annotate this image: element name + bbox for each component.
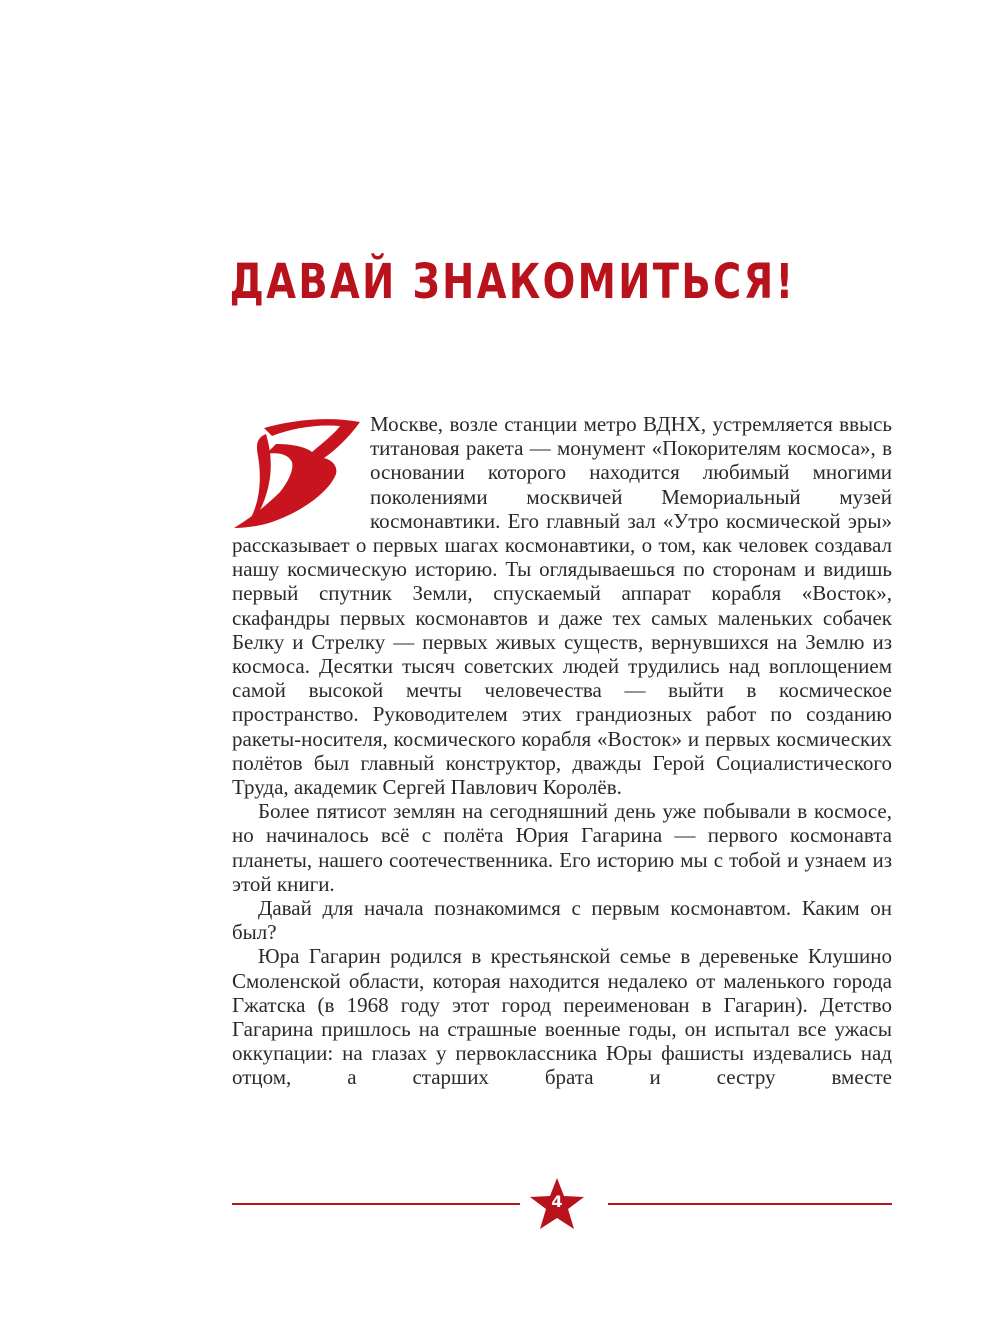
article-body — [232, 412, 892, 1090]
page-title: ДАВАЙ ЗНАКОМИТЬСЯ! — [229, 254, 796, 311]
paragraph-1: Москве, возле станции метро ВДНХ, устремляется ввысь титановая ракета — монумент «Покорителям космоса», в основании которого находится любимый многими поколениями москвичей Мемориальный музей космонавтики. Его главный зал «Утро космической эры» рассказывает о первых шагах космонавтики, о том, как человек создавал нашу космическую историю. Ты оглядываешься по сторонам и видишь первый спутник Земли, спускаемый аппарат корабля «Восток», скафандры первых космонавтов и даже тех самых маленьких собачек Белку и Стрелку — первых живых существ, вернувшихся на Землю из космоса. Десятки тысяч советских людей трудились над воплощением самой высокой мечты человечества — выйти в космическое пространство. Руководителем этих грандиозных работ по созданию ракеты-носителя, космического корабля «Восток» и первых космических полётов был главный конструктор, дважды Герой Социалистического Труда, академик Сергей Павлович Королёв. — [232, 412, 892, 800]
paragraph-4: Юра Гагарин родился в крестьянской семье в деревеньке Клушино Смоленской области, которая находится недалеко от маленького города Гжатска (в 1968 году этот город переименован в Гагарин). Детство Гагарина пришлось на страшные военные годы, он испытал все ужасы оккупации: на глазах у первоклассника Юры фашисты издевались над отцом, а старших брата и сестру вместе — [232, 944, 892, 1090]
footer-rule-right — [608, 1203, 892, 1205]
footer-rule-left — [232, 1203, 520, 1205]
paragraph-3: Давай для начала познакомимся с первым космонавтом. Каким он был? — [232, 896, 892, 945]
drop-cap-stroke — [234, 419, 360, 528]
paragraph-2: Более пятисот землян на сегодняшний день уже побывали в космосе, но начиналось всё с полёта Юрия Гагарина — первого космонавта планеты, нашего соотечественника. Его историю мы с тобой и узнаем из этой книги. — [232, 799, 892, 896]
page-number: 4 — [551, 1192, 563, 1211]
page-number-badge — [528, 1176, 586, 1232]
drop-cap-letter-v — [232, 414, 364, 532]
